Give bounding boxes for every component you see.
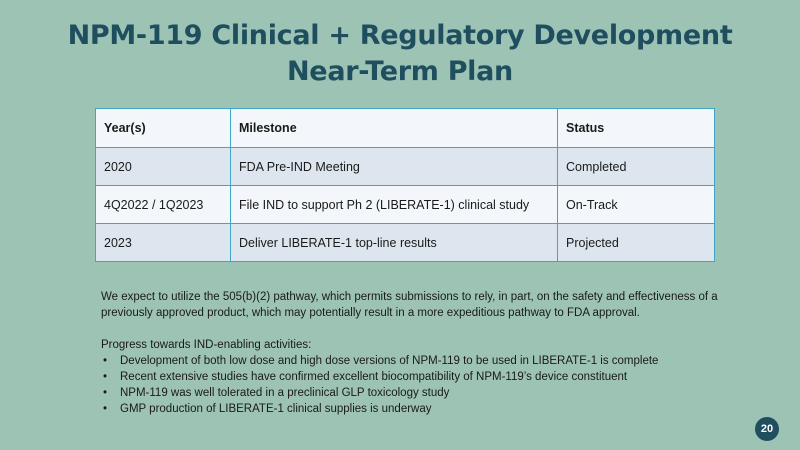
bullet-item: • NPM-119 was well tolerated in a preclinical GLP toxicology study (101, 385, 721, 401)
header-years: Year(s) (96, 109, 231, 148)
progress-heading: Progress towards IND-enabling activities: (101, 339, 312, 351)
table-row (96, 224, 715, 262)
header-status: Status (558, 109, 715, 148)
header-milestone: Milestone (231, 109, 558, 148)
bullet-item: • GMP production of LIBERATE-1 clinical supplies is underway (101, 401, 721, 417)
cell-milestone: File IND to support Ph 2 (LIBERATE-1) clinical study (231, 186, 558, 224)
cell-year: 2020 (96, 148, 231, 186)
cell-milestone: Deliver LIBERATE-1 top-line results (231, 224, 558, 262)
slide-title-line-2: Near-Term Plan (287, 56, 513, 87)
bullet-item: • Recent extensive studies have confirmed excellent biocompatibility of NPM-119’s device constituent (101, 369, 721, 385)
cell-milestone: FDA Pre-IND Meeting (231, 148, 558, 186)
body-text (101, 289, 721, 417)
page-number-badge: 20 (755, 417, 779, 441)
cell-status: On-Track (558, 186, 715, 224)
cell-year: 4Q2022 / 1Q2023 (96, 186, 231, 224)
cell-status: Completed (558, 148, 715, 186)
table-header-row (96, 109, 715, 148)
slide-title (0, 18, 800, 90)
pathway-paragraph: We expect to utilize the 505(b)(2) pathway, which permits submissions to rely, in part, on the safety and effectiveness of a previously approved product, which may potentially result in a more expeditious pathway to FDA approval. (101, 291, 718, 319)
paragraph-spacer (101, 321, 721, 337)
table-row (96, 186, 715, 224)
cell-status: Projected (558, 224, 715, 262)
cell-year: 2023 (96, 224, 231, 262)
progress-bullet-list (101, 353, 721, 417)
milestone-table (95, 108, 715, 262)
bullet-item: • Development of both low dose and high dose versions of NPM-119 to be used in LIBERATE-1 is complete (101, 353, 721, 369)
slide-title-line-1: NPM-119 Clinical + Regulatory Development (67, 20, 733, 51)
table-row (96, 148, 715, 186)
